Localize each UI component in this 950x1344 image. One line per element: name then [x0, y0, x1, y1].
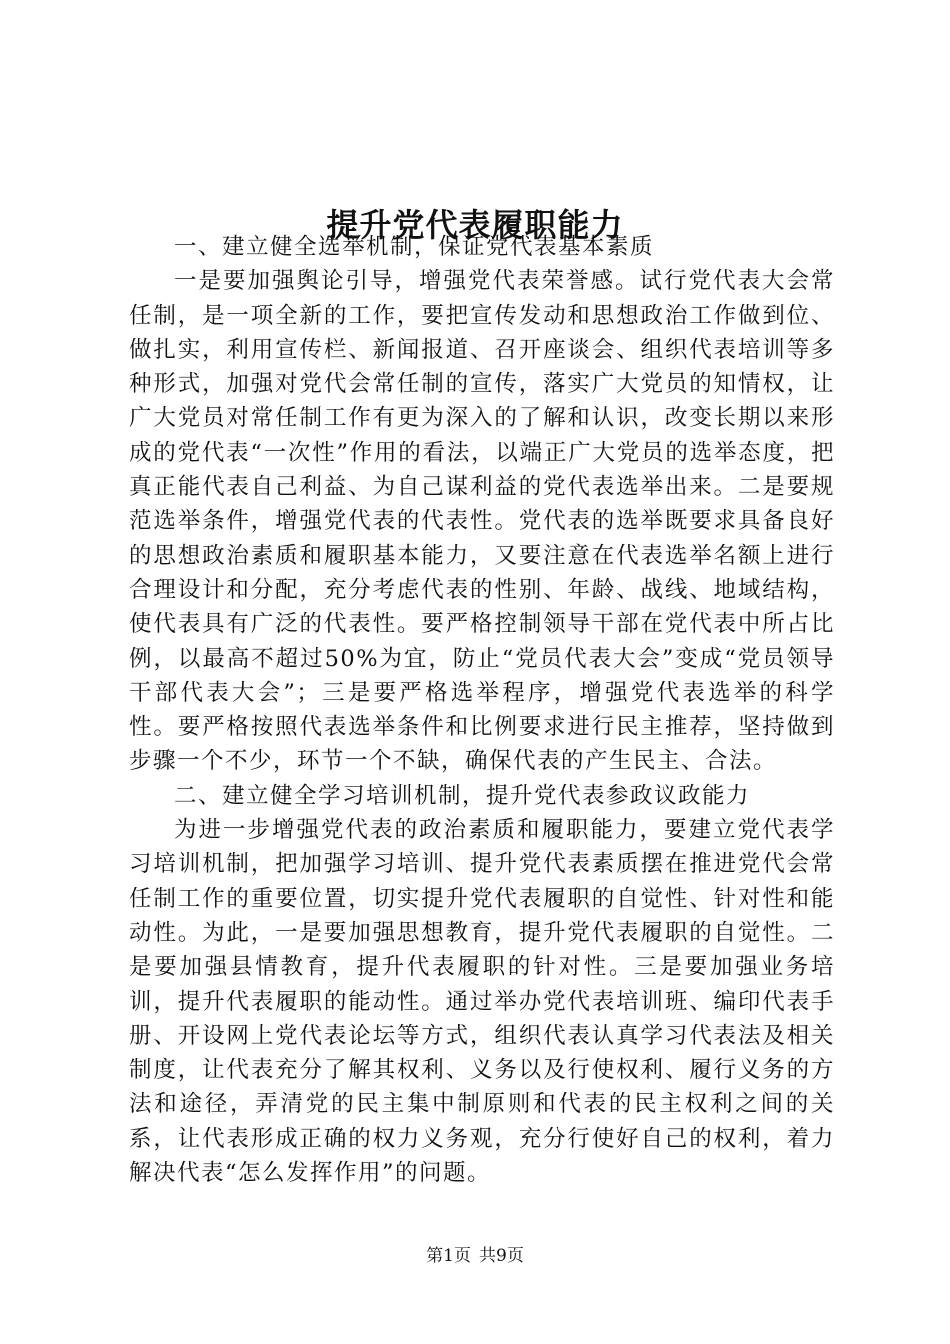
- page-footer: [0, 1244, 950, 1268]
- section-2-heading: 二、建立健全学习培训机制，提升党代表参政议政能力: [174, 782, 751, 809]
- section-1-paragraph: 一是要加强舆论引导，增强党代表荣誉感。试行党代表大会常任制，是一项全新的工作，要把宣传发动和思想政治工作做到位、做扎实，利用宣传栏、新闻报道、召开座谈会、组织代表培训等多种形式，加强对党代会常任制的宣传，落实广大党员的知情权，让广大党员对常任制工作有更为深入的了解和认识，改变长期以来形成的党代表“一次性”作用的看法，以端正广大党员的选举态度，把真正能代表自己利益、为自己谋利益的党代表选举出来。二是要规范选举条件，增强党代表的代表性。党代表的选举既要求具备良好的思想政治素质和履职基本能力，又要注意在代表选举名额上进行合理设计和分配，充分考虑代表的性别、年龄、战线、地域结构，使代表具有广泛的代表性。要严格控制领导干部在党代表中所占比例，以最高不超过50%为宜，防止“党员代表大会”变成“党员领导干部代表大会”；三是要严格选举程序，增强党代表选举的科学性。要严格按照代表选举条件和比例要求进行民主推荐，坚持做到步骤一个不少，环节一个不缺，确保代表的产生民主、合法。: [129, 268, 835, 775]
- section-1-heading: 一、建立健全选举机制，保证党代表基本素质: [174, 234, 655, 260]
- section-2-paragraph: 为进一步增强党代表的政治素质和履职能力，要建立党代表学习培训机制，把加强学习培训、提升党代表素质摆在推进党代会常任制工作的重要位置，切实提升党代表履职的自觉性、针对性和能动性。为此，一是要加强思想教育，提升党代表履职的自觉性。二是要加强县情教育，提升代表履职的针对性。三是要加强业务培训，提升代表履职的能动性。通过举办党代表培训班、编印代表手册、开设网上党代表论坛等方式，组织代表认真学习代表法及相关制度，让代表充分了解其权利、义务以及行使权利、履行义务的方法和途径，弄清党的民主集中制原则和代表的民主权利之间的关系，让代表形成正确的权力义务观，充分行使好自己的权利，着力解决代表“怎么发挥作用”的问题。: [129, 817, 835, 1187]
- page-number: 第1页: [426, 1246, 471, 1266]
- page-total: 共9页: [479, 1246, 524, 1266]
- document-title: 提升党代表履职能力: [326, 206, 624, 245]
- document-body: [129, 230, 835, 1190]
